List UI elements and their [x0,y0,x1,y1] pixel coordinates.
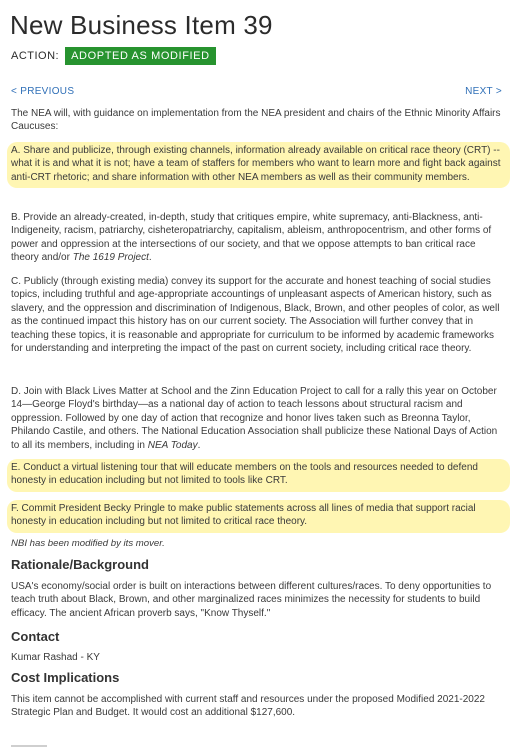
item-d-text: D. Join with Black Lives Matter at School and the Zinn Education Project to call for a rally this year on October 14—George Floyd's birthday—as a national day of action to teach lessons about structural racism and oppression. Followed by one day of action that recognize and honor lives taken such as Breonna Taylor, Philando Castile, and others. The National Education Association shall publicize these National Days of Action to all its members, including in [11,386,498,451]
rationale-heading: Rationale/Background [11,557,149,572]
status-badge: ADOPTED AS MODIFIED [65,47,216,65]
contact-text: Kumar Rashad - KY [11,652,100,663]
pagination-nav [11,86,502,97]
item-c-paragraph: C. Publicly (through existing media) convey its support for the accurate and honest teaching of social studies topics, including truthful and age-appropriate accountings of unpleasant aspects of American history, such as slavery, and the oppression and discrimination of Indigenous, Black, Brown, and other peoples of color, as well as the continued impact this history has on our current society. The Association will further convey that in teaching these topics, it is reasonable and appropriate for curriculum to be informed by academic frameworks for understanding and interpreting the impact of the past on current society, including critical race theory. [11,276,500,355]
previous-link[interactable]: < PREVIOUS [11,86,75,97]
item-d-italic: NEA Today [147,439,198,451]
cost-heading: Cost Implications [11,670,120,685]
action-label: ACTION: [11,50,60,62]
item-d-end: . [197,439,201,451]
item-b-italic: The 1619 Project [72,252,149,264]
item-b-end: . [148,252,152,264]
contact-heading: Contact [11,629,60,644]
modified-note: NBI has been modified by its mover. [11,538,165,549]
item-b-text: B. Provide an already-created, in-depth, study that critiques empire, white supremacy, anti-Blackness, anti-Indigeneity, racism, patriarchy, cisheteropatriarchy, capitalism, ableism, anthropocentrism, and other forms of power and oppression at the intersections of our society, and that we oppose attempts to ban critical race theory and/or [11,212,492,264]
item-d-paragraph [11,385,502,452]
action-row [11,47,216,65]
divider [11,745,47,747]
item-e-paragraph: E. Conduct a virtual listening tour that will educate members on the tools and resources needed to defend honesty in education including but not limited to tools like CRT. [7,459,510,492]
item-b-paragraph [11,211,502,265]
next-link[interactable]: NEXT > [465,86,502,97]
intro-paragraph: The NEA will, with guidance on implementation from the NEA president and chairs of the Ethnic Minority Affairs Caucuses: [11,108,501,133]
rationale-text: USA's economy/social order is built on interactions between different cultures/races. To deny opportunities to teach truth about Black, Brown, and other marginalized races minimizes the necessity for students to build efficacy. The ancient African proverb says, "Know Thyself." [11,581,492,619]
page-title: New Business Item 39 [10,10,273,40]
cost-text: This item cannot be accomplished with current staff and resources under the proposed Modified 2021-2022 Strategic Plan and Budget. It would cost an additional $127,600. [11,694,485,719]
item-a-paragraph: A. Share and publicize, through existing channels, information already available on critical race theory (CRT) -- what it is and what it is not; have a team of staffers for members who want to learn more and fight back against anti-CRT rhetoric; and share information with other NEA members as well as their community members. [7,142,510,188]
item-f-paragraph: F. Commit President Becky Pringle to make public statements across all lines of media that support racial honesty in education including but not limited to critical race theory. [7,500,510,533]
